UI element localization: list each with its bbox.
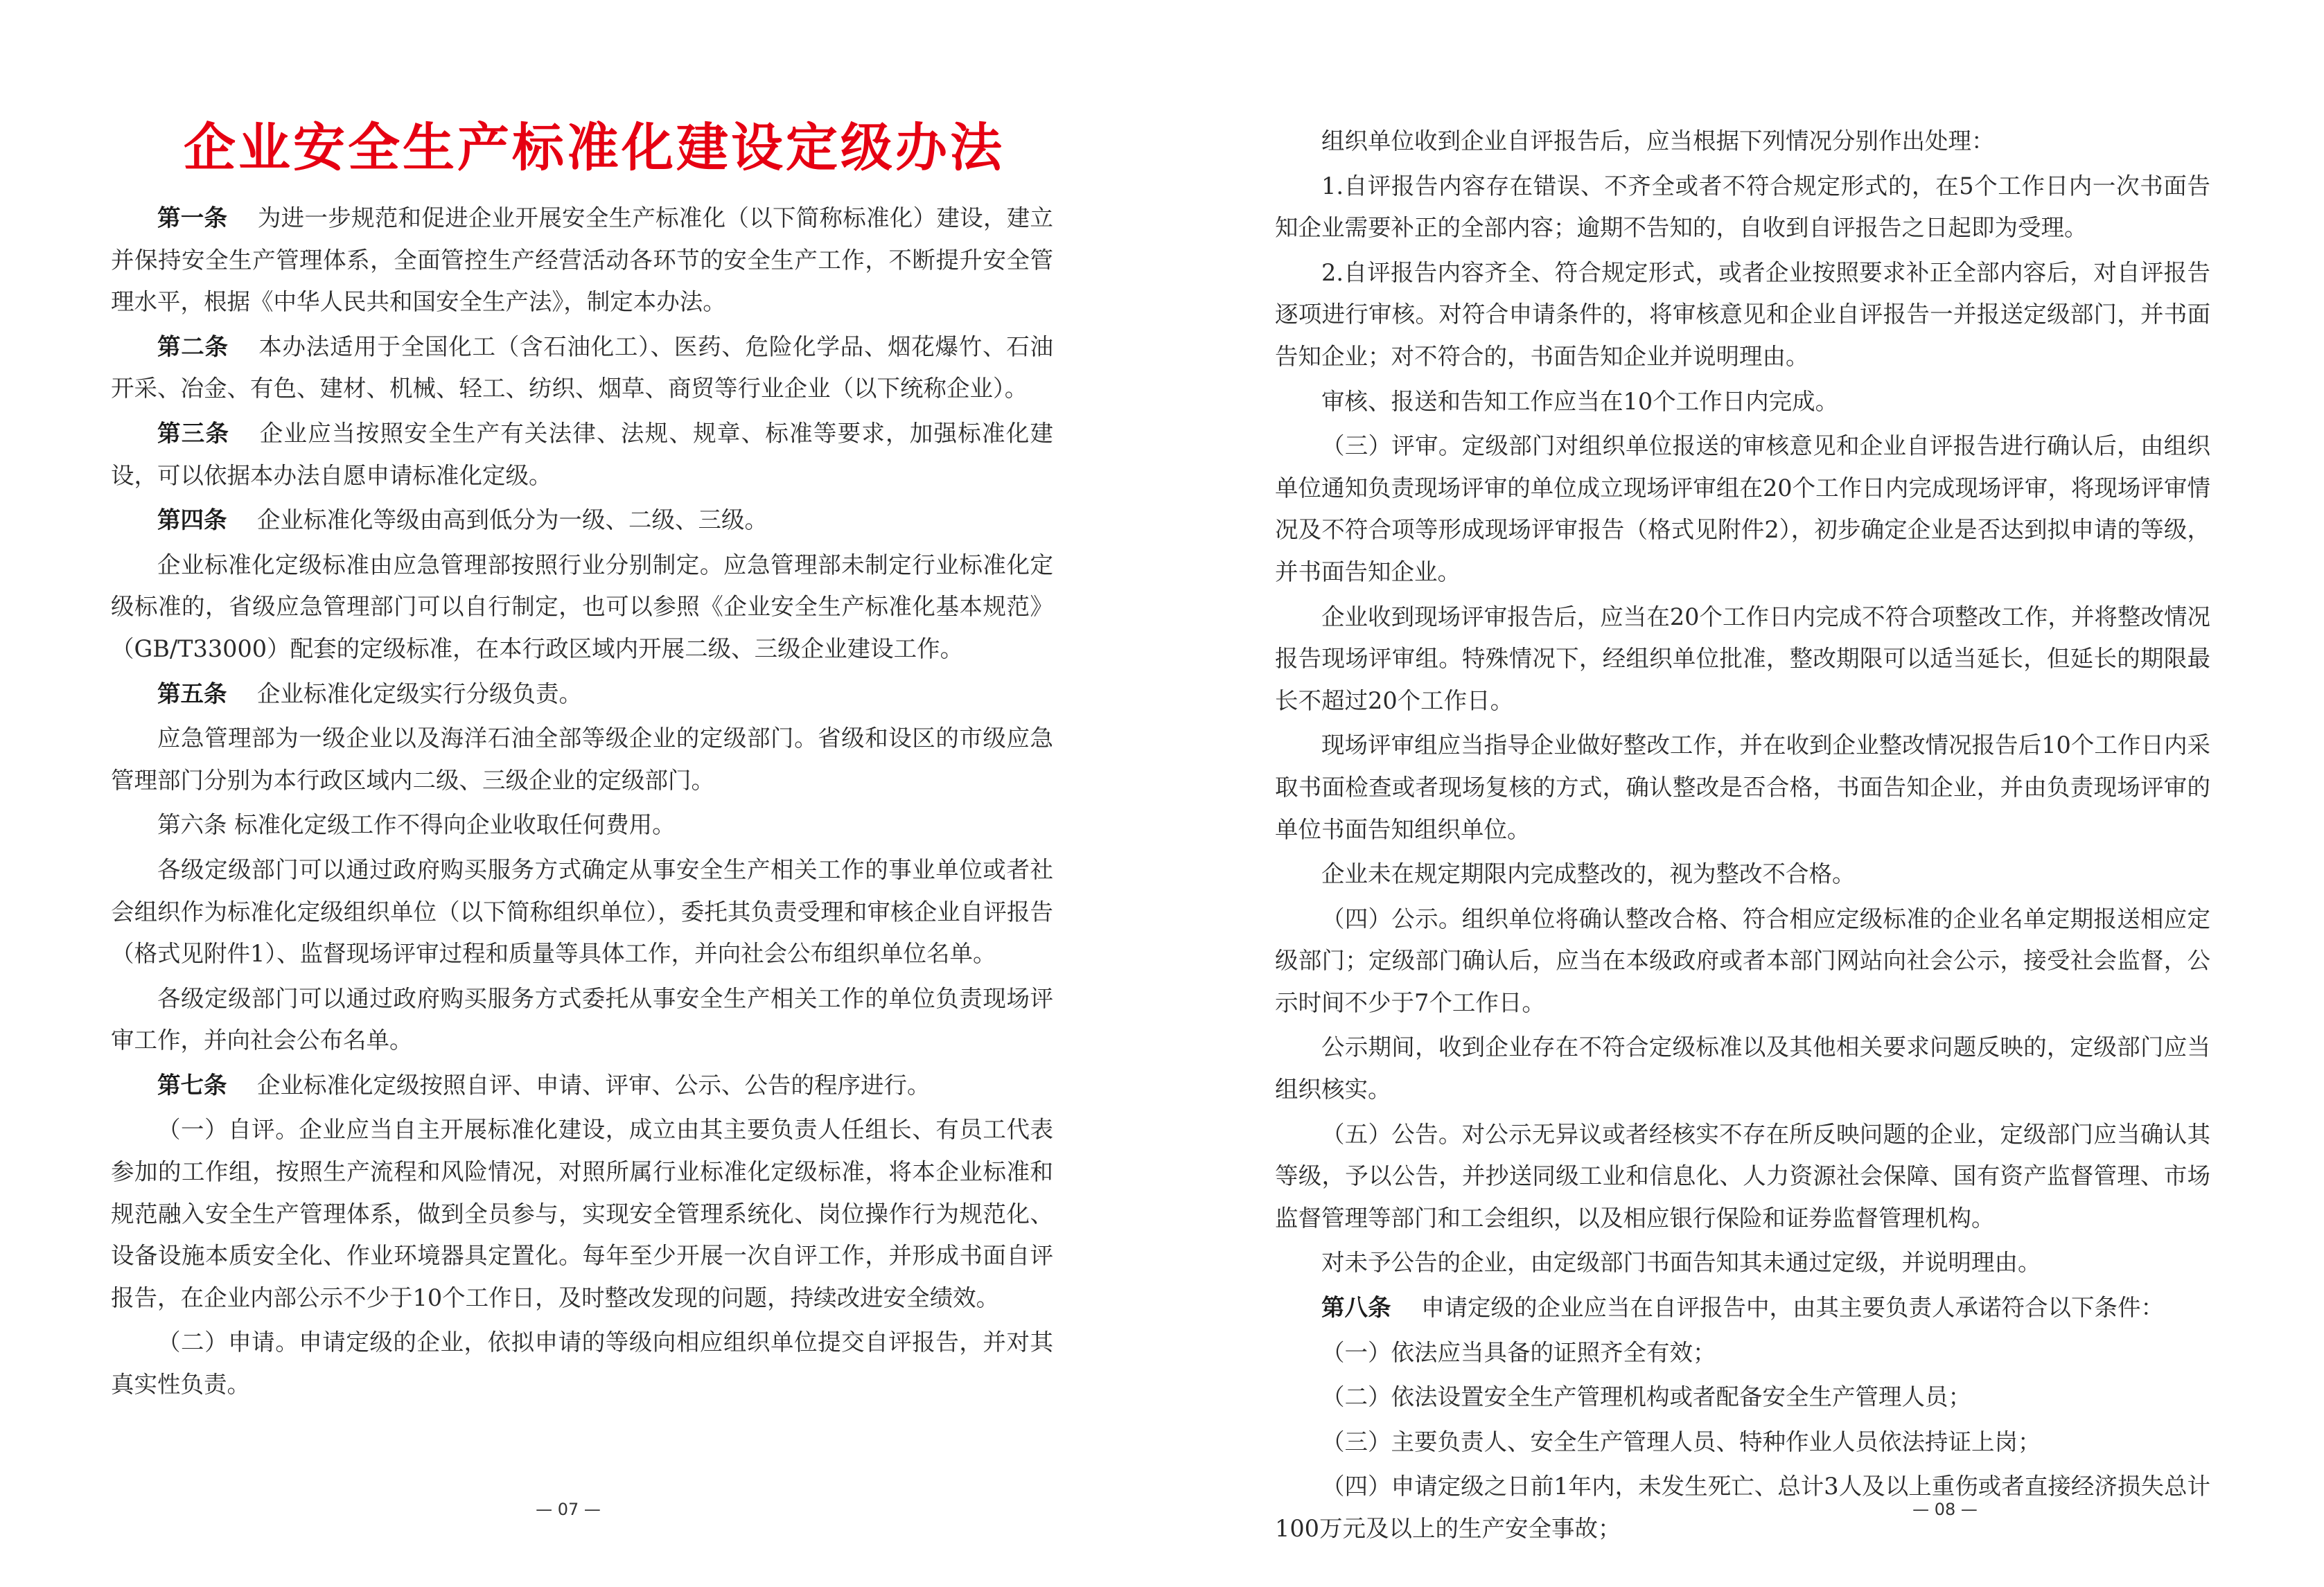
- paragraph-text: 为进一步规范和促进企业开展安全生产标准化（以下简称标准化）建设，建立并保持安全生产管理体系，全面管控生产经营活动各环节的安全生产工作，不断提升安全管理水平，根据《中华人民共和国安全生产法》，制定本办法。: [111, 204, 1054, 316]
- paragraph: [111, 197, 1053, 323]
- paragraph-text: （三）主要负责人、安全生产管理人员、特种作业人员依法持证上岗；: [1321, 1428, 2041, 1455]
- paragraph: [1275, 425, 2210, 593]
- article-label: 第二条: [157, 333, 229, 360]
- article-label: 第一条: [157, 204, 228, 231]
- paragraph-text: 2.自评报告内容齐全、符合规定形式，或者企业按照要求补正全部内容后，对自评报告逐项进行审核。对符合申请条件的，将审核意见和企业自评报告一并报送定级部门，并书面告知企业；对不符合的，书面告知企业并说明理由。: [1275, 258, 2210, 370]
- paragraph: [111, 1322, 1053, 1406]
- paragraph-text: 企业标准化等级由高到低分为一级、二级、三级。: [257, 506, 768, 534]
- paragraph-text: 应急管理部为一级企业以及海洋石油全部等级企业的定级部门。省级和设区的市级应急管理部门分别为本行政区域内二级、三级企业的定级部门。: [111, 725, 1053, 794]
- paragraph: [1275, 596, 2210, 722]
- page-number: — 08 —: [1912, 1500, 1978, 1519]
- paragraph-text: （三）评审。定级部门对组织单位报送的审核意见和企业自评报告进行确认后，由组织单位通知负责现场评审的单位成立现场评审组在20个工作日内完成现场评审，将现场评审情况及不符合项等形成现场评审报告（格式见附件2），初步确定企业是否达到拟申请的等级，并书面告知企业。: [1275, 432, 2210, 585]
- paragraph-text: 1.自评报告内容存在错误、不齐全或者不符合规定形式的，在5个工作日内一次书面告知企业需要补正的全部内容；逾期不告知的，自收到自评报告之日起即为受理。: [1275, 172, 2210, 242]
- paragraph-text: 企业标准化定级实行分级负责。: [257, 680, 583, 707]
- paragraph: [111, 804, 1053, 846]
- paragraph: [1275, 166, 2210, 249]
- paragraph: [111, 849, 1053, 975]
- paragraph: [111, 544, 1053, 671]
- paragraph-text: （一）依法应当具备的证照齐全有效；: [1321, 1338, 1716, 1366]
- article-label: 第三条: [157, 419, 230, 447]
- article-label: 第八条: [1321, 1294, 1391, 1322]
- paragraph: [111, 413, 1053, 497]
- paragraph: [111, 326, 1053, 410]
- paragraph-text: 审核、报送和告知工作应当在10个工作日内完成。: [1321, 387, 1839, 415]
- paragraph-text: 企业收到现场评审报告后，应当在20个工作日内完成不符合项整改工作，并将整改情况报告现场评审组。特殊情况下，经组织单位批准，整改期限可以适当延长，但延长的期限最长不超过20个工作日。: [1275, 603, 2210, 714]
- page-number: — 07 —: [536, 1500, 601, 1519]
- paragraph-text: 对未予公告的企业，由定级部门书面告知其未通过定级，并说明理由。: [1321, 1249, 2041, 1277]
- right-page: [1162, 0, 2324, 1587]
- paragraph-text: 各级定级部门可以通过政府购买服务方式确定从事安全生产相关工作的事业单位或者社会组织作为标准化定级组织单位（以下简称组织单位），委托其负责受理和审核企业自评报告（格式见附件1）、监督现场评审过程和质量等具体工作，并向社会公布组织单位名单。: [111, 855, 1053, 968]
- paragraph-text: 企业标准化定级按照自评、申请、评审、公示、公告的程序进行。: [257, 1071, 931, 1099]
- paragraph-text: （二）申请。申请定级的企业，依拟申请的等级向相应组织单位提交自评报告，并对其真实性负责。: [111, 1329, 1053, 1399]
- left-body-text: [111, 197, 1053, 1409]
- paragraph-text: 企业标准化定级标准由应急管理部按照行业分别制定。应急管理部未制定行业标准化定级标准的，省级应急管理部门可以自行制定，也可以参照《企业安全生产标准化基本规范》（GB/T33000）配套的定级标准，在本行政区域内开展二级、三级企业建设工作。: [111, 551, 1053, 662]
- paragraph: [1275, 725, 2210, 851]
- right-body-text: [1275, 121, 2210, 1553]
- paragraph-text: 组织单位收到企业自评报告后，应当根据下列情况分别作出处理：: [1321, 127, 1995, 154]
- paragraph-text: （一）自评。企业应当自主开展标准化建设，成立由其主要负责人任组长、有员工代表参加的工作组，按照生产流程和风险情况，对照所属行业标准化定级标准，将本企业标准和规范融入安全生产管理体系，做到全员参与，实现安全管理系统化、岗位操作行为规范化、设备设施本质安全化、作业环境器具定置化。每年至少开展一次自评工作，并形成书面自评报告，在企业内部公示不少于10个工作日，及时整改发现的问题，持续改进安全绩效。: [111, 1116, 1053, 1311]
- paragraph-text: （四）公示。组织单位将确认整改合格、符合相应定级标准的企业名单定期报送相应定级部门；定级部门确认后，应当在本级政府或者本部门网站向社会公示，接受社会监督，公示时间不少于7个工作日。: [1275, 905, 2210, 1016]
- article-label: 第五条: [157, 680, 227, 707]
- paragraph: [1275, 853, 2210, 896]
- paragraph: [111, 1109, 1053, 1319]
- paragraph-text: 各级定级部门可以通过政府购买服务方式委托从事安全生产相关工作的单位负责现场评审工作，并向社会公布名单。: [111, 984, 1053, 1054]
- paragraph: [1275, 1027, 2210, 1110]
- paragraph: [1275, 1287, 2210, 1329]
- paragraph: [1275, 121, 2210, 163]
- paragraph-text: 现场评审组应当指导企业做好整改工作，并在收到企业整改情况报告后10个工作日内采取书面检查或者现场复核的方式，确认整改是否合格，书面告知企业，并由负责现场评审的单位书面告知组织单位。: [1275, 732, 2210, 843]
- article-label: 第四条: [157, 506, 227, 534]
- paragraph-text: （二）依法设置安全生产管理机构或者配备安全生产管理人员；: [1321, 1383, 1971, 1411]
- paragraph: [1275, 1376, 2210, 1419]
- paragraph: [1275, 1114, 2210, 1240]
- paragraph: [1275, 252, 2210, 378]
- paragraph: [111, 499, 1053, 542]
- paragraph-text: 公示期间，收到企业存在不符合定级标准以及其他相关要求问题反映的，定级部门应当组织核实。: [1275, 1034, 2210, 1103]
- paragraph: [111, 1065, 1053, 1107]
- document-title: 企业安全生产标准化建设定级办法: [184, 117, 1005, 178]
- paragraph-text: 企业应当按照安全生产有关法律、法规、规章、标准等要求，加强标准化建设，可以依据本办法自愿申请标准化定级。: [111, 419, 1054, 489]
- paragraph-text: 本办法适用于全国化工（含石油化工）、医药、危险化学品、烟花爆竹、石油开采、冶金、有色、建材、机械、轻工、纺织、烟草、商贸等行业企业（以下统称企业）。: [111, 333, 1054, 402]
- paragraph-text: 第六条 标准化定级工作不得向企业收取任何费用。: [157, 811, 676, 839]
- paragraph-text: 申请定级的企业应当在自评报告中，由其主要负责人承诺符合以下条件：: [1421, 1294, 2165, 1322]
- paragraph: [1275, 381, 2210, 423]
- paragraph: [1275, 1242, 2210, 1284]
- paragraph: [111, 718, 1053, 801]
- paragraph: [111, 673, 1053, 716]
- paragraph: [111, 978, 1053, 1062]
- paragraph-text: （四）申请定级之日前1年内，未发生死亡、总计3人及以上重伤或者直接经济损失总计100万元及以上的生产安全事故；: [1275, 1473, 2210, 1542]
- article-label: 第七条: [157, 1071, 227, 1099]
- paragraph-text: （五）公告。对公示无异议或者经核实不存在所反映问题的企业，定级部门应当确认其等级，予以公告，并抄送同级工业和信息化、人力资源社会保障、国有资产监督管理、市场监督管理等部门和工会组织，以及相应银行保险和证券监督管理机构。: [1275, 1120, 2210, 1232]
- paragraph: [1275, 1332, 2210, 1374]
- paragraph: [1275, 898, 2210, 1025]
- paragraph-text: 企业未在规定期限内完成整改的，视为整改不合格。: [1321, 860, 1856, 888]
- paragraph: [1275, 1466, 2210, 1550]
- paragraph: [1275, 1421, 2210, 1464]
